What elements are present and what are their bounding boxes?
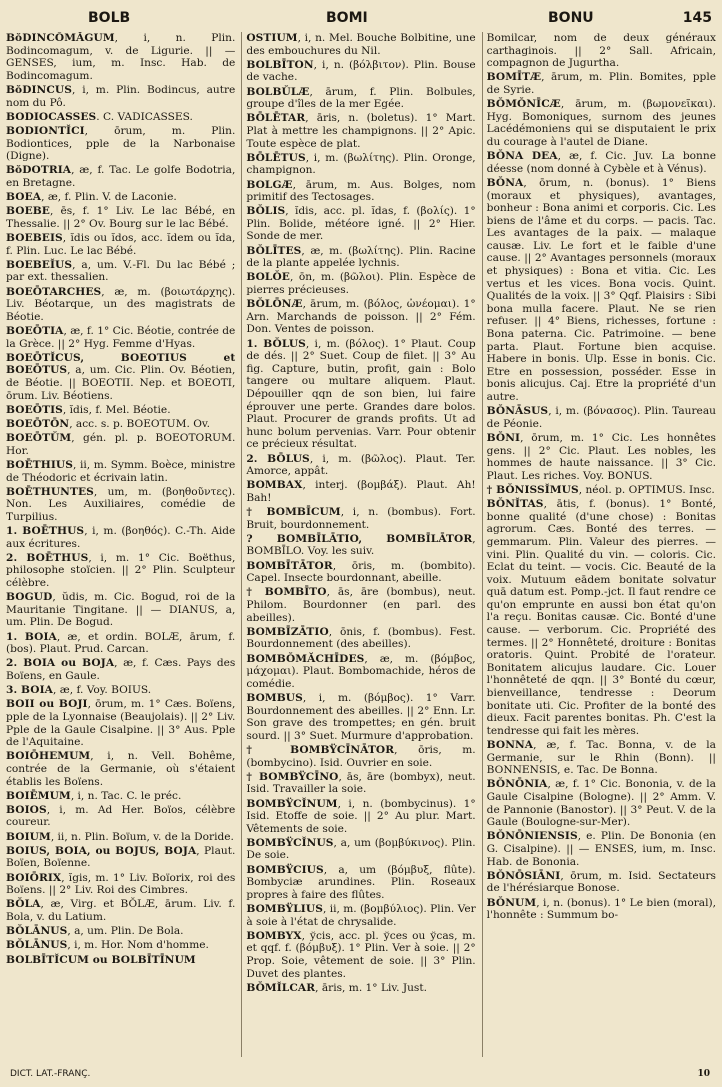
entry-definition: Bomilcar, nom de deux généraux carthaginois. || 2° Sall. Africain, compagnon de Jugurtha. bbox=[486, 32, 716, 70]
entry-headword: BOMBAX bbox=[246, 479, 303, 492]
entry-headword: BOEŌTARCHES bbox=[6, 285, 102, 298]
entry-headword: BOEŌTIA bbox=[6, 325, 64, 337]
running-header bbox=[8, 10, 712, 28]
entry-headword: BŎLA bbox=[6, 898, 41, 911]
entry-definition: , ĭdis, acc. pl. ĭdas, f. (βολίς). 1° Plin. Bolide, météore igné. || 2° Hier. Sonde de mer. bbox=[246, 205, 476, 243]
entry-headword: † BOMBĪCUM bbox=[246, 506, 341, 519]
dictionary-entry bbox=[487, 870, 716, 895]
entry-headword: BOMBŸCĬNUM bbox=[246, 797, 338, 810]
dictionary-entry bbox=[246, 506, 475, 531]
entry-definition: , a, um (βόμβυξ, flûte). Bombyciæ arundines. Plin. Roseaux propres à faire des flûtes. bbox=[246, 863, 476, 901]
entry-headword: BOLBĪTON bbox=[246, 58, 314, 71]
entry-headword: BOEBEIS bbox=[6, 232, 63, 245]
dictionary-entry bbox=[6, 845, 235, 870]
dictionary-entry bbox=[6, 790, 235, 803]
entry-headword: 3. BOIA bbox=[6, 684, 54, 697]
entry-definition: , ōrum, n. (bonus). 1° Biens (moraux et physiques), avantages, bonheur : Bona animi et corporis. Cic. Les biens de l'âme et du corps. — pacis. Tac. Les avantages de la paix. — malaque causæ. Liv. Le fort et le faible d'une cause. || 2° Avantages personnels (moraux et physiques) : Bona et vitia. Cic. Les vertus et les vices. Bona vocis. Quint. Qualités de la voix. || 3° Qqf. Plaisirs : Sibi bona mulla facere. Plaut. Ne se rien refuser. || 4° Biens, richesses, fortune : Bona paterna. Cic. Patrimoine. — bene parta. Plaut. Fortune bien acquise. Habere in bonis. Ulp. Esse in bonis. Cic. Etre en possession, posséder. Esse in bonis alicujus. Caj. Etre la propriété d'un autre. bbox=[486, 176, 716, 403]
entry-definition: , æ, f. Cæs. Pays des Boïens, en Gaule. bbox=[6, 657, 236, 682]
entry-definition: , ōn, m. (βῶλοι). Plin. Espèce de pierres précieuses. bbox=[246, 271, 476, 297]
entry-definition: , ōrum, m. 1° Cæs. Boïens, pple de la Lyonnaise (Beaujolais). || 2° Liv. Pple de la Gaule Cisalpine. || 3° Aus. Pple de l'Aquitaine. bbox=[6, 698, 236, 749]
entry-definition: , ēs, f. 1° Liv. Le lac Bébé, en Thessalie. || 2° Ov. Bourg sur le lac Bébé. bbox=[6, 205, 236, 230]
dictionary-entry bbox=[246, 32, 475, 57]
column-1 bbox=[6, 32, 235, 1057]
dictionary-entry bbox=[6, 591, 235, 629]
entry-definition: , i, m. 1° Cic. Boëthus, philosophe stoïcien. || 2° Plin. Sculpteur célèbre. bbox=[6, 551, 236, 590]
entry-definition: , i, n. Vell. Bohême, contrée de la Germanie, où s'étaient établis les Boïens. bbox=[6, 750, 236, 788]
entry-headword: † BŎNISSĬMUS bbox=[486, 483, 579, 496]
dictionary-entry bbox=[6, 954, 235, 967]
entry-headword: BOII ou BOJI bbox=[6, 698, 88, 711]
entry-headword: BŎNŌSIĀNI bbox=[486, 869, 561, 882]
entry-definition: , i, m. (βοηθός). C.-Th. Aide aux écritures. bbox=[6, 525, 236, 550]
dictionary-entry bbox=[6, 84, 235, 109]
dictionary-entry bbox=[6, 418, 235, 431]
text-columns bbox=[6, 32, 716, 1057]
dictionary-entry bbox=[6, 684, 235, 697]
entry-definition: . C. VADICASSES. bbox=[96, 110, 193, 123]
entry-definition: , ōrum, m. Plin. Bodiontices, pple de la Narbonaise (Digne). bbox=[6, 124, 236, 163]
entry-headword: BOIĒMUM bbox=[6, 789, 71, 802]
entry-definition: , acc. s. p. BOEOTUM. Ov. bbox=[69, 417, 210, 430]
dictionary-entry bbox=[246, 179, 475, 204]
entry-headword: BŌLĒTUS bbox=[246, 151, 306, 164]
entry-headword: BOIUM bbox=[6, 830, 51, 843]
entry-headword: BOLŎE bbox=[246, 271, 290, 284]
entry-headword: BŎLĪTES bbox=[246, 244, 302, 257]
entry-headword: † BOMBŸCĪNĀTOR bbox=[246, 743, 395, 756]
entry-definition: , ōris, m. (bombito). Capel. Insecte bourdonnant, abeille. bbox=[246, 559, 476, 585]
dictionary-entry bbox=[246, 586, 475, 624]
entry-definition: , æ, f. Tac. Bonna, v. de la Germanie, sur le Rhin (Bonn). || BONNENSIS, e. Tac. De Bonna. bbox=[486, 739, 716, 777]
entry-definition: , i, m. Hor. Nom d'homme. bbox=[67, 939, 209, 952]
dictionary-entry bbox=[6, 657, 235, 682]
entry-definition: , āris, n. (boletus). 1° Mart. Plat à mettre les champignons. || 2° Apic. Toute espèce de plat. bbox=[246, 112, 476, 150]
entry-headword: BOĒTHIUS bbox=[6, 458, 73, 471]
entry-definition: , i, n. (bombus). Fort. Bruit, bourdonnement. bbox=[246, 506, 476, 531]
dictionary-entry bbox=[246, 86, 475, 111]
entry-definition: , ōnis, f. (bombus). Fest. Bourdonnement (des abeilles). bbox=[246, 625, 476, 651]
dictionary-entry bbox=[6, 872, 235, 897]
entry-definition: , i, n. Mel. Bouche Bolbitine, une des embouchures du Nil. bbox=[246, 32, 476, 57]
entry-headword: BŎNA bbox=[486, 176, 524, 189]
entry-headword: BŏDOTRIA bbox=[6, 164, 72, 177]
entry-headword: BOEŌTŬM bbox=[6, 432, 72, 445]
entry-headword: BŎNA DEA bbox=[486, 150, 558, 163]
entry-headword: BŎNŌNIENSIS bbox=[486, 830, 578, 843]
footer-sheet-number: 10 bbox=[697, 1069, 710, 1079]
entry-definition: , e. Plin. De Bononia (en G. Cisalpine). || — ENSES, ium, m. Insc. Hab. de Bononia. bbox=[486, 830, 716, 868]
entry-definition: , i, m. Ad Her. Boïos, célèbre coureur. bbox=[6, 803, 236, 829]
dictionary-entry bbox=[487, 830, 716, 868]
dictionary-entry bbox=[487, 177, 716, 404]
entry-definition: , i, n. (bombycinus). 1° Isid. Etoffe de soie. || 2° Au plur. Mart. Vêtements de soie. bbox=[246, 797, 476, 835]
entry-headword: 2. BŌLUS bbox=[246, 452, 310, 465]
dictionary-entry bbox=[487, 71, 716, 96]
entry-headword: BOMBŸCĬNUS bbox=[246, 836, 334, 849]
entry-headword: BOIŌRIX bbox=[6, 871, 62, 884]
entry-headword: BOLBŬLÆ bbox=[246, 85, 310, 98]
entry-definition: , ōris, m. (bombycino). Isid. Ouvrier en soie. bbox=[246, 743, 476, 769]
page-number: 145 bbox=[682, 10, 712, 26]
dictionary-entry bbox=[246, 982, 475, 995]
entry-definition: , æ, Virg. et BŎLÆ, ārum. Liv. f. Bola, v. du Latium. bbox=[6, 898, 236, 923]
entry-definition: , æ, et ordin. BOLÆ, ārum, f. (bos). Plaut. Prud. Carcan. bbox=[6, 630, 236, 656]
header-middle-guide-word: BOMI bbox=[326, 10, 368, 26]
dictionary-entry bbox=[246, 479, 475, 504]
entry-headword: † BOMBŸCĪNO bbox=[246, 770, 339, 783]
dictionary-entry bbox=[6, 352, 235, 402]
entry-headword: BŎNĬTAS bbox=[486, 498, 544, 511]
dictionary-entry bbox=[246, 533, 475, 558]
column-3 bbox=[482, 32, 716, 1057]
entry-headword: 2. BOIA ou BOJA bbox=[6, 657, 115, 670]
entry-definition: , i, m. (βῶλος). Plaut. Ter. Amorce, appât. bbox=[246, 452, 476, 478]
entry-definition: , ii, m. Symm. Boèce, ministre de Théodoric et écrivain latin. bbox=[6, 458, 236, 484]
entry-definition: , ās, āre (bombus), neut. Philom. Bourdonner (en parl. des abeilles). bbox=[246, 586, 476, 624]
entry-headword: BŎMŎNĪCÆ bbox=[486, 98, 561, 111]
entry-headword: 2. BOĒTHUS bbox=[6, 551, 89, 564]
entry-definition: , ii, m. (βομβύλιος). Plin. Ver à soie à l'état de chrysalide. bbox=[246, 903, 476, 928]
entry-definition: , a, um (βομβύκινος). Plin. De soie. bbox=[246, 836, 476, 862]
column-2 bbox=[241, 32, 475, 1057]
dictionary-entry bbox=[487, 739, 716, 777]
entry-definition: , ārum, m. Aus. Bolges, nom primitif des Tectosages. bbox=[246, 178, 476, 204]
entry-headword: BOIUS, BOIA, ou BOJUS, BOJA bbox=[6, 844, 197, 857]
entry-headword: † BOMBĪTO bbox=[246, 586, 327, 599]
dictionary-entry bbox=[6, 552, 235, 590]
dictionary-entry bbox=[6, 525, 235, 550]
dictionary-entry bbox=[6, 111, 235, 124]
entry-definition: , æ, f. 1° Cic. Bononia, v. de la Gaule Cisalpine (Bologne). || 2° Amm. V. de Pannonie (Banostor). || 3° Peut. V. de la Gaule (Boulogne-sur-Mer). bbox=[486, 778, 716, 829]
entry-definition: , ārum, m. Plin. Bomites, pple de Syrie. bbox=[486, 71, 716, 96]
entry-definition: , ŭdis, m. Cic. Bogud, roi de la Mauritanie Tingitane. || — DIANUS, a, um. Plin. De Bogud. bbox=[6, 591, 236, 629]
entry-headword: BOMBŸCIUS bbox=[246, 863, 324, 876]
entry-headword: BOEA bbox=[6, 191, 42, 204]
entry-definition: , ātis, f. (bonus). 1° Bonté, bonne qualité (d'une chose) : Bonitas agrorum. Cæs. Bonté des terres. — gemmarum. Plin. Valeur des pierres. — vini. Plin. Qualité du vin. — coloris. Cic. Eclat du teint. — vocis. Cic. Beauté de la voix. Mutuum eādem bonitate solvatur quā datum est. Pomp.-jct. Il faut rendre ce qu'on emprunte en aussi bon état qu'on l'a reçu. Bonitas causæ. Cic. Bonté d'une cause. — verborum. Cic. Propriété des termes. || 2° Honnêteté, droiture : Bonitas oratoris. Quint. Probité de l'orateur. Bonitatem alicujus laudare. Cic. Louer l'honnêteté de qqn. || 3° Bonté du cœur, bienveillance, tendresse : Deorum bonitate uti. Cic. Profiter de la bonté des dieux. Facit parentes bonitas. Ph. C'est la tendresse qui fait les mères. bbox=[486, 498, 716, 737]
dictionary-entry bbox=[246, 653, 475, 691]
dictionary-entry bbox=[487, 32, 716, 70]
entry-headword: BOLGÆ bbox=[246, 178, 293, 191]
entry-definition: , i, n. (bonus). 1° Le bien (moral), l'honnête : Summum bo- bbox=[486, 896, 716, 922]
entry-definition: , āris, m. 1° Liv. Just. bbox=[315, 981, 427, 994]
entry-headword: OSTIUM bbox=[246, 32, 298, 44]
dictionary-entry bbox=[6, 164, 235, 189]
dictionary-entry bbox=[6, 831, 235, 844]
dictionary-entry bbox=[6, 804, 235, 829]
entry-definition: , æ, m. (βόμβος, μάχομαι). Plaut. Bombomachide, héros de comédie. bbox=[246, 652, 476, 690]
dictionary-entry bbox=[6, 698, 235, 748]
dictionary-entry bbox=[246, 112, 475, 150]
entry-definition: , i, m. (βωλίτης). Plin. Oronge, champignon. bbox=[246, 151, 476, 177]
entry-definition: , ĭdis, f. Mel. Béotie. bbox=[62, 403, 171, 416]
entry-definition: , æ, f. Voy. BOIUS. bbox=[53, 684, 152, 697]
entry-headword: BOEŌTŌN bbox=[6, 417, 70, 430]
entry-definition: , æ, f. Plin. V. de Laconie. bbox=[41, 191, 177, 204]
entry-definition: , ārum, f. Plin. Bolbules, groupe d'îles de la mer Egée. bbox=[246, 85, 476, 111]
entry-headword: BOEŌTĬCUS, BOEOTIUS et BOEŌTUS bbox=[6, 351, 236, 377]
dictionary-entry bbox=[6, 432, 235, 457]
dictionary-entry bbox=[246, 453, 475, 478]
entry-definition: , a, um. V.-Fl. Du lac Bébé ; par ext. thessalien. bbox=[6, 258, 236, 284]
entry-headword: BŎNĀSUS bbox=[486, 405, 549, 418]
dictionary-entry bbox=[6, 32, 235, 82]
entry-definition: , æ, f. Cic. Juv. La bonne déesse (nom donné à Cybèle et à Vénus). bbox=[486, 150, 716, 175]
entry-headword: BOMBŸLIUS bbox=[246, 903, 323, 916]
dictionary-entry bbox=[246, 205, 475, 243]
entry-headword: BŌLĒTAR bbox=[246, 112, 306, 125]
entry-definition: , ārum, m. (βόλος, ὠνέομαι). 1° Arn. Marchands de poisson. || 2° Fém. Don. Ventes de poisson. bbox=[246, 298, 476, 336]
dictionary-entry bbox=[6, 232, 235, 257]
entry-definition: , ii, n. Plin. Boïum, v. de la Doride. bbox=[50, 830, 234, 843]
entry-headword: BOIŌHEMUM bbox=[6, 750, 91, 763]
entry-definition: , i, m. (βόμβος). 1° Varr. Bourdonnement des abeilles. || 2° Enn. Lr. Son grave des trompettes; en gén. bruit sourd. || 3° Suet. Murmure d'approbation. bbox=[246, 691, 476, 742]
entry-definition: , ĭgis, m. 1° Liv. Boïorix, roi des Boïens. || 2° Liv. Roi des Cimbres. bbox=[6, 871, 236, 897]
entry-headword: BOMBYX bbox=[246, 929, 302, 942]
entry-definition: , BOMBĪLO. Voy. les suiv. bbox=[246, 532, 476, 558]
dictionary-entry bbox=[6, 631, 235, 656]
dictionary-entry bbox=[487, 432, 716, 482]
dictionary-entry bbox=[6, 750, 235, 788]
entry-definition: , æ, m. (βοιωτάρχης). Liv. Béotarque, un des magistrats de Béotie. bbox=[6, 285, 236, 323]
entry-definition: , ās, āre (bombyx), neut. Isid. Travailler la soie. bbox=[246, 770, 476, 796]
entry-headword: BODIONTĬCI bbox=[6, 124, 85, 137]
entry-definition: , gén. pl. p. BOEOTORUM. Hor. bbox=[6, 432, 236, 457]
dictionary-entry bbox=[246, 744, 475, 769]
entry-definition: , ōrum, m. Isid. Sectateurs de l'hérésiarque Bonose. bbox=[486, 869, 716, 895]
entry-headword: BOEBE bbox=[6, 205, 50, 218]
dictionary-entry bbox=[246, 692, 475, 742]
entry-definition: , ĭdis ou ĭdos, acc. ĭdem ou ĭda, f. Plin. Luc. Le lac Bébé. bbox=[6, 232, 236, 257]
entry-headword: ? BOMBĪLĀTIO, BOMBĪLĀTOR bbox=[246, 532, 473, 545]
entry-definition: , æ, f. 1° Cic. Béotie, contrée de la Grèce. || 2° Hyg. Femme d'Hyas. bbox=[6, 325, 236, 350]
dictionary-entry bbox=[6, 259, 235, 284]
dictionary-entry bbox=[246, 798, 475, 836]
dictionary-entry bbox=[246, 298, 475, 336]
header-left-guide-word: BOLB bbox=[88, 10, 131, 26]
entry-definition: , i, m. (βόλος). 1° Plaut. Coup de dés. || 2° Suet. Coup de filet. || 3° Au fig. Capture, butin, profit, gain : Bolo tangere ou multare aliquem. Plaut. Dépouiller qqn de son bien, lui faire éprouver une perte. Grandes dare bolos. Plaut. Procurer de grands profits. Ut ad hunc bolum pervenias. Varr. Pour obtenir ce précieux résultat. bbox=[246, 337, 476, 451]
entry-definition: , néol. p. OPTIMUS. Insc. bbox=[578, 483, 715, 496]
entry-definition: , i, n. Tac. C. le préc. bbox=[70, 789, 182, 802]
dictionary-entry bbox=[246, 903, 475, 928]
dictionary-entry bbox=[246, 771, 475, 796]
entry-headword: BŎNI bbox=[486, 431, 521, 444]
dictionary-entry bbox=[487, 897, 716, 922]
entry-headword: 1. BOĒTHUS bbox=[6, 525, 85, 538]
dictionary-entry bbox=[6, 925, 235, 938]
entry-definition: , ārum, m. (βωμονεῖκαι). Hyg. Bomoniques, surnom des jeunes Lacédémoniens qui se disputaient le prix du courage à l'autel de Diane. bbox=[486, 98, 716, 148]
dictionary-entry bbox=[246, 152, 475, 177]
dictionary-entry bbox=[246, 560, 475, 585]
entry-definition: , Plaut. Boïen, Boïenne. bbox=[6, 844, 236, 870]
entry-definition: , interj. (βομβάξ). Plaut. Ah! Bah! bbox=[246, 479, 476, 504]
entry-definition: , i, m. Plin. Bodincus, autre nom du Pô. bbox=[6, 83, 236, 109]
entry-headword: BONNA bbox=[486, 739, 534, 751]
dictionary-entry bbox=[246, 271, 475, 296]
dictionary-entry bbox=[487, 484, 716, 497]
entry-headword: 1. BŎLUS bbox=[246, 337, 306, 350]
entry-headword: BŎLĀNUS bbox=[6, 925, 68, 938]
dictionary-entry bbox=[6, 286, 235, 324]
entry-headword: BŎLIS bbox=[246, 205, 286, 218]
dictionary-entry bbox=[487, 150, 716, 175]
footer-signature: DICT. LAT.-FRANÇ. bbox=[10, 1069, 91, 1079]
dictionary-entry bbox=[6, 486, 235, 524]
dictionary-entry bbox=[246, 338, 475, 451]
dictionary-entry bbox=[246, 837, 475, 862]
entry-definition: , i, m. (βόνασος). Plin. Taureau de Péonie. bbox=[486, 405, 716, 430]
entry-headword: BOMĪTÆ bbox=[486, 71, 542, 84]
header-right-guide-word: BONU bbox=[548, 10, 594, 26]
dictionary-entry bbox=[6, 459, 235, 484]
entry-headword: BOMBĪZĀTIO bbox=[246, 625, 329, 638]
entry-headword: BŎNŌNIA bbox=[486, 778, 548, 791]
dictionary-entry bbox=[246, 930, 475, 980]
entry-headword: BOMBĪTĀTOR bbox=[246, 559, 333, 572]
entry-definition: , ōrum, m. 1° Cic. Les honnêtes gens. || 2° Cic. Plaut. Les nobles, les hommes de haute naissance. || 3° Cic. Plaut. Les riches. Voy. BONUS. bbox=[486, 431, 716, 482]
entry-definition: , um, m. (βοηθοῦντες). Non. Les Auxiliaires, comédie de Turpilius. bbox=[6, 485, 236, 523]
dictionary-entry bbox=[487, 405, 716, 430]
entry-headword: BŏDINCŌMĂGUM bbox=[6, 32, 115, 44]
entry-definition: , a, um. Cic. Plin. Ov. Béotien, de Béotie. || BOEOTII. Nep. et BOEOTI, ōrum. Liv. Béotiens. bbox=[6, 364, 236, 402]
dictionary-entry bbox=[246, 864, 475, 902]
entry-definition: , a, um. Plin. De Bola. bbox=[67, 925, 184, 938]
entry-headword: BŏDINCUS bbox=[6, 83, 72, 96]
dictionary-entry bbox=[6, 205, 235, 230]
dictionary-entry bbox=[246, 245, 475, 270]
entry-headword: BŎLŌNÆ bbox=[246, 298, 303, 311]
entry-definition: , æ, m. (βωλίτης). Plin. Racine de la plante appelée lychnis. bbox=[246, 244, 476, 270]
entry-headword: BOLBĪTĬCUM ou BOLBĪTĪNUM bbox=[6, 953, 196, 966]
entry-headword: BOEBEĬUS bbox=[6, 258, 73, 271]
entry-definition: , i, n. Plin. Bodincomagum, v. de Ligurie. || — GENSES, ium, m. Insc. Hab. de Bodincomagum. bbox=[6, 32, 236, 82]
dictionary-entry bbox=[246, 626, 475, 651]
dictionary-entry bbox=[6, 898, 235, 923]
dictionary-entry bbox=[6, 939, 235, 952]
entry-definition: , i, n. (βόλβιτον). Plin. Bouse de vache. bbox=[246, 58, 476, 84]
entry-headword: BŎLĀNUS bbox=[6, 939, 68, 952]
dictionary-entry bbox=[6, 404, 235, 417]
dictionary-entry bbox=[487, 498, 716, 737]
entry-headword: BŎNUM bbox=[486, 896, 537, 909]
entry-definition: , ўcis, acc. pl. ўces ou ўcas, m. et qqf. f. (βόμβυξ). 1° Plin. Ver à soie. || 2° Prop. Soie, vêtement de soie. || 3° Plin. Duvet des plantes. bbox=[246, 929, 476, 980]
entry-headword: BOGUD bbox=[6, 591, 53, 604]
dictionary-entry bbox=[246, 59, 475, 84]
entry-headword: BŎMĬLCAR bbox=[246, 981, 316, 994]
entry-headword: BOMBUS bbox=[246, 691, 303, 704]
entry-headword: BODIOCASSES bbox=[6, 110, 97, 123]
dictionary-entry bbox=[487, 98, 716, 148]
dictionary-entry bbox=[6, 125, 235, 163]
dictionary-entry bbox=[6, 325, 235, 350]
entry-headword: 1. BOIA bbox=[6, 630, 57, 643]
entry-headword: BOMBŎMĂCHĪDES bbox=[246, 652, 365, 665]
dictionary-entry bbox=[487, 778, 716, 828]
entry-headword: BOEŌTIS bbox=[6, 403, 63, 416]
dictionary-entry bbox=[6, 191, 235, 204]
entry-definition: , æ, f. Tac. Le golfe Bodotria, en Bretagne. bbox=[6, 164, 236, 189]
entry-headword: BOIOS bbox=[6, 803, 47, 816]
page-footer bbox=[10, 1065, 710, 1079]
entry-headword: BOĒTHUNTES bbox=[6, 485, 94, 498]
